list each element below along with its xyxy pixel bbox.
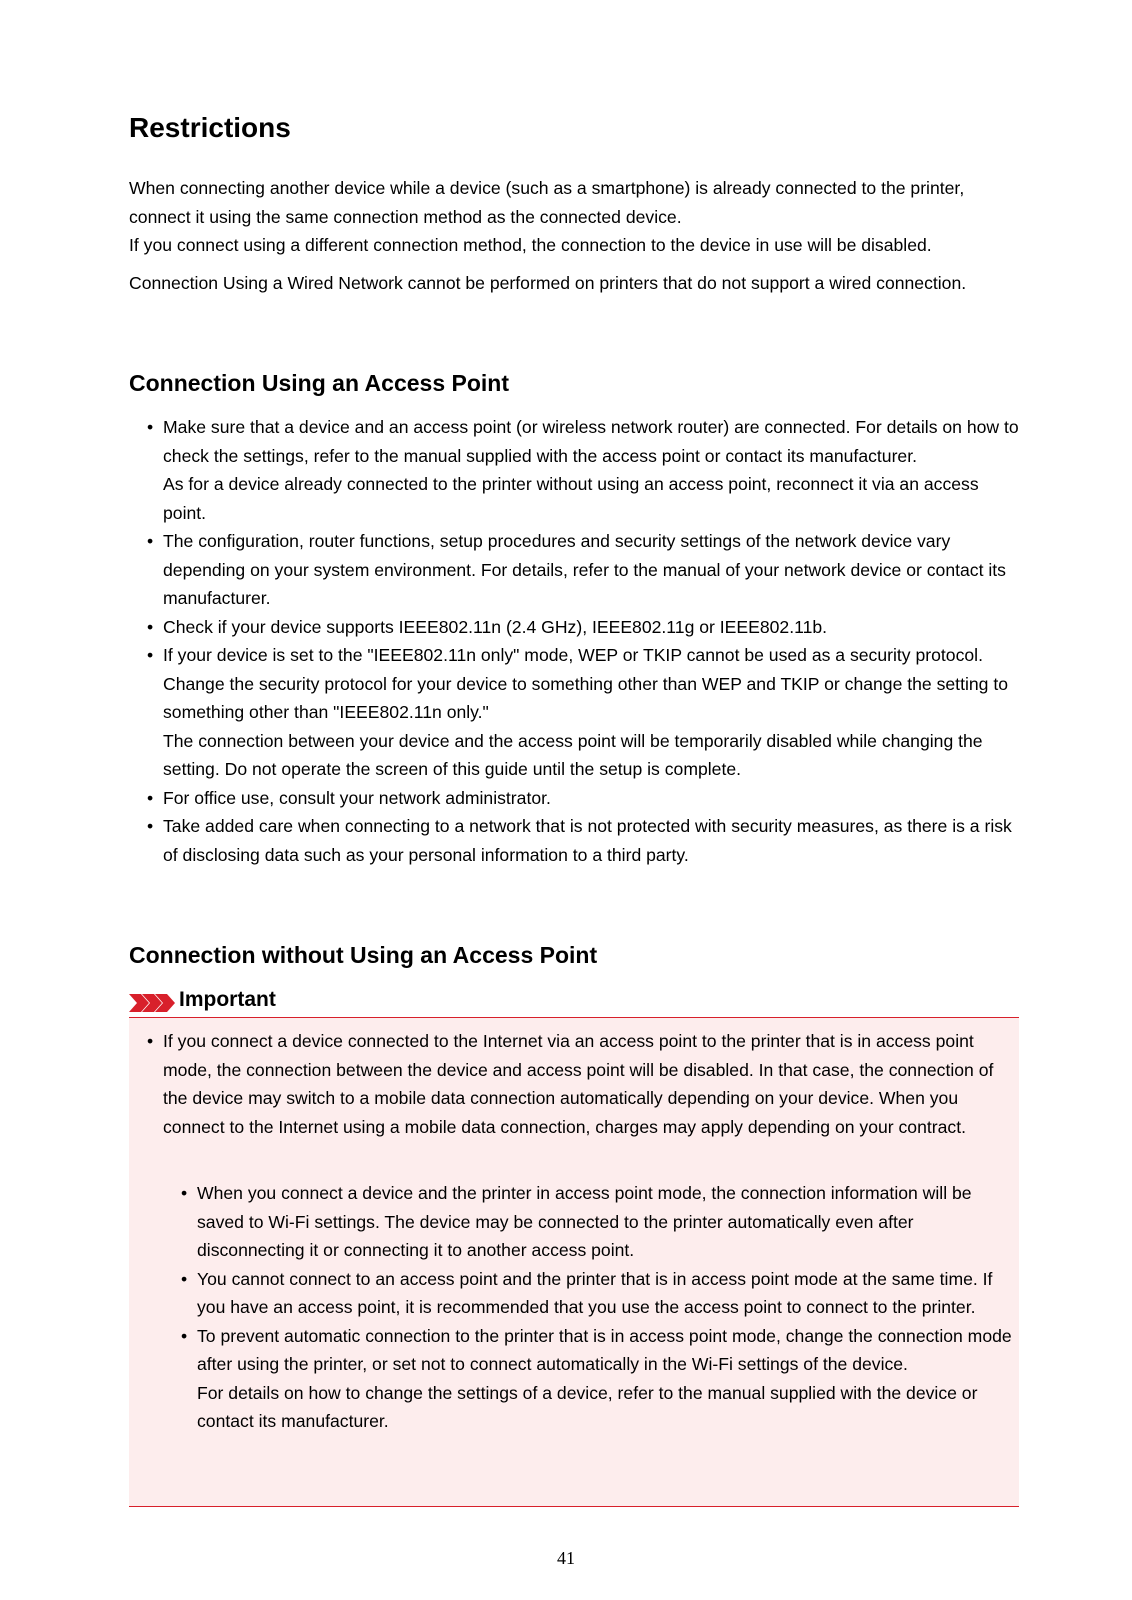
important-label: Important (179, 988, 276, 1011)
important-main-list (129, 1027, 1009, 1141)
page-title: Restrictions (129, 112, 291, 143)
list-item-text: The configuration, router functions, setup procedures and security settings of the network device vary depending on your system environment. For details, refer to the manual of your network device or contact its manufacturer. (163, 531, 1006, 608)
list-item (129, 1027, 1009, 1141)
intro-paragraph-1-line-2: If you connect using a different connection method, the connection to the device in use will be disabled. (129, 235, 932, 255)
page-number: 41 (557, 1548, 575, 1568)
access-point-list (129, 413, 1019, 869)
list-item-text: Make sure that a device and an access point (or wireless network router) are connected. For details on how to check the settings, refer to the manual supplied with the access point or contact its manufacturer. (163, 417, 1019, 466)
list-item (129, 413, 1019, 527)
list-item-note: The connection between your device and the access point will be temporarily disabled while changing the setting. Do not operate the screen of this guide until the setup is complete. (163, 730, 983, 779)
list-item-text: For office use, consult your network administrator. (163, 787, 551, 808)
list-item (129, 641, 1019, 784)
list-item (129, 784, 1019, 813)
important-arrows-icon (129, 994, 175, 1012)
list-item (129, 527, 1019, 613)
intro-section (129, 174, 1019, 297)
list-item (129, 812, 1019, 869)
list-item-text: If you connect a device connected to the Internet via an access point to the printer that is in access point mode, the connection between the device and access point will be disabled. In that case, the connection of the device may switch to a mobile data connection automatically depending on your device. When you connect to the Internet using a mobile data connection, charges may apply depending on your contract. (163, 1031, 994, 1137)
important-header (129, 987, 1019, 1018)
section-heading-access-point: Connection Using an Access Point (129, 370, 509, 396)
list-item (163, 1265, 1013, 1322)
section-heading-no-access-point: Connection without Using an Access Point (129, 942, 598, 968)
list-item-text: To prevent automatic connection to the printer that is in access point mode, change the connection mode after using the printer, or set not to connect automatically in the Wi-Fi settings of the device. (197, 1325, 1012, 1374)
list-item-text: You cannot connect to an access point and the printer that is in access point mode at the same time. If you have an access point, it is recommended that you use the access point to connect to the printer. (197, 1268, 993, 1317)
list-item-text: Check if your device supports IEEE802.11n (2.4 GHz), IEEE802.11g or IEEE802.11b. (163, 616, 828, 637)
list-item (129, 613, 1019, 642)
important-box (129, 1018, 1019, 1507)
list-item-text: Take added care when connecting to a network that is not protected with security measures, as there is a risk of disclosing data such as your personal information to a third party. (163, 816, 1012, 865)
list-item (163, 1322, 1013, 1436)
intro-paragraph-1 (129, 174, 1019, 260)
list-item-text: If your device is set to the "IEEE802.11n only" mode, WEP or TKIP cannot be used as a security protocol. Change the security protocol for your device to something other than WEP and TKIP or change the setting to something other than "IEEE802.11n only." (163, 645, 1008, 722)
important-sub-list (163, 1179, 1013, 1436)
list-item-text: When you connect a device and the printer in access point mode, the connection information will be saved to Wi-Fi settings. The device may be connected to the printer automatically even after disconnecting it or connecting it to another access point. (197, 1183, 972, 1260)
intro-paragraph-2: Connection Using a Wired Network cannot be performed on printers that do not support a wired connection. (129, 272, 967, 293)
list-item-note: As for a device already connected to the printer without using an access point, reconnect it via an access point. (163, 474, 979, 523)
intro-paragraph-1-line-1: When connecting another device while a device (such as a smartphone) is already connected to the printer, connect it using the same connection method as the connected device. (129, 178, 965, 227)
list-item-note: For details on how to change the settings of a device, refer to the manual supplied with the device or contact its manufacturer. (197, 1382, 978, 1431)
list-item (163, 1179, 1013, 1265)
